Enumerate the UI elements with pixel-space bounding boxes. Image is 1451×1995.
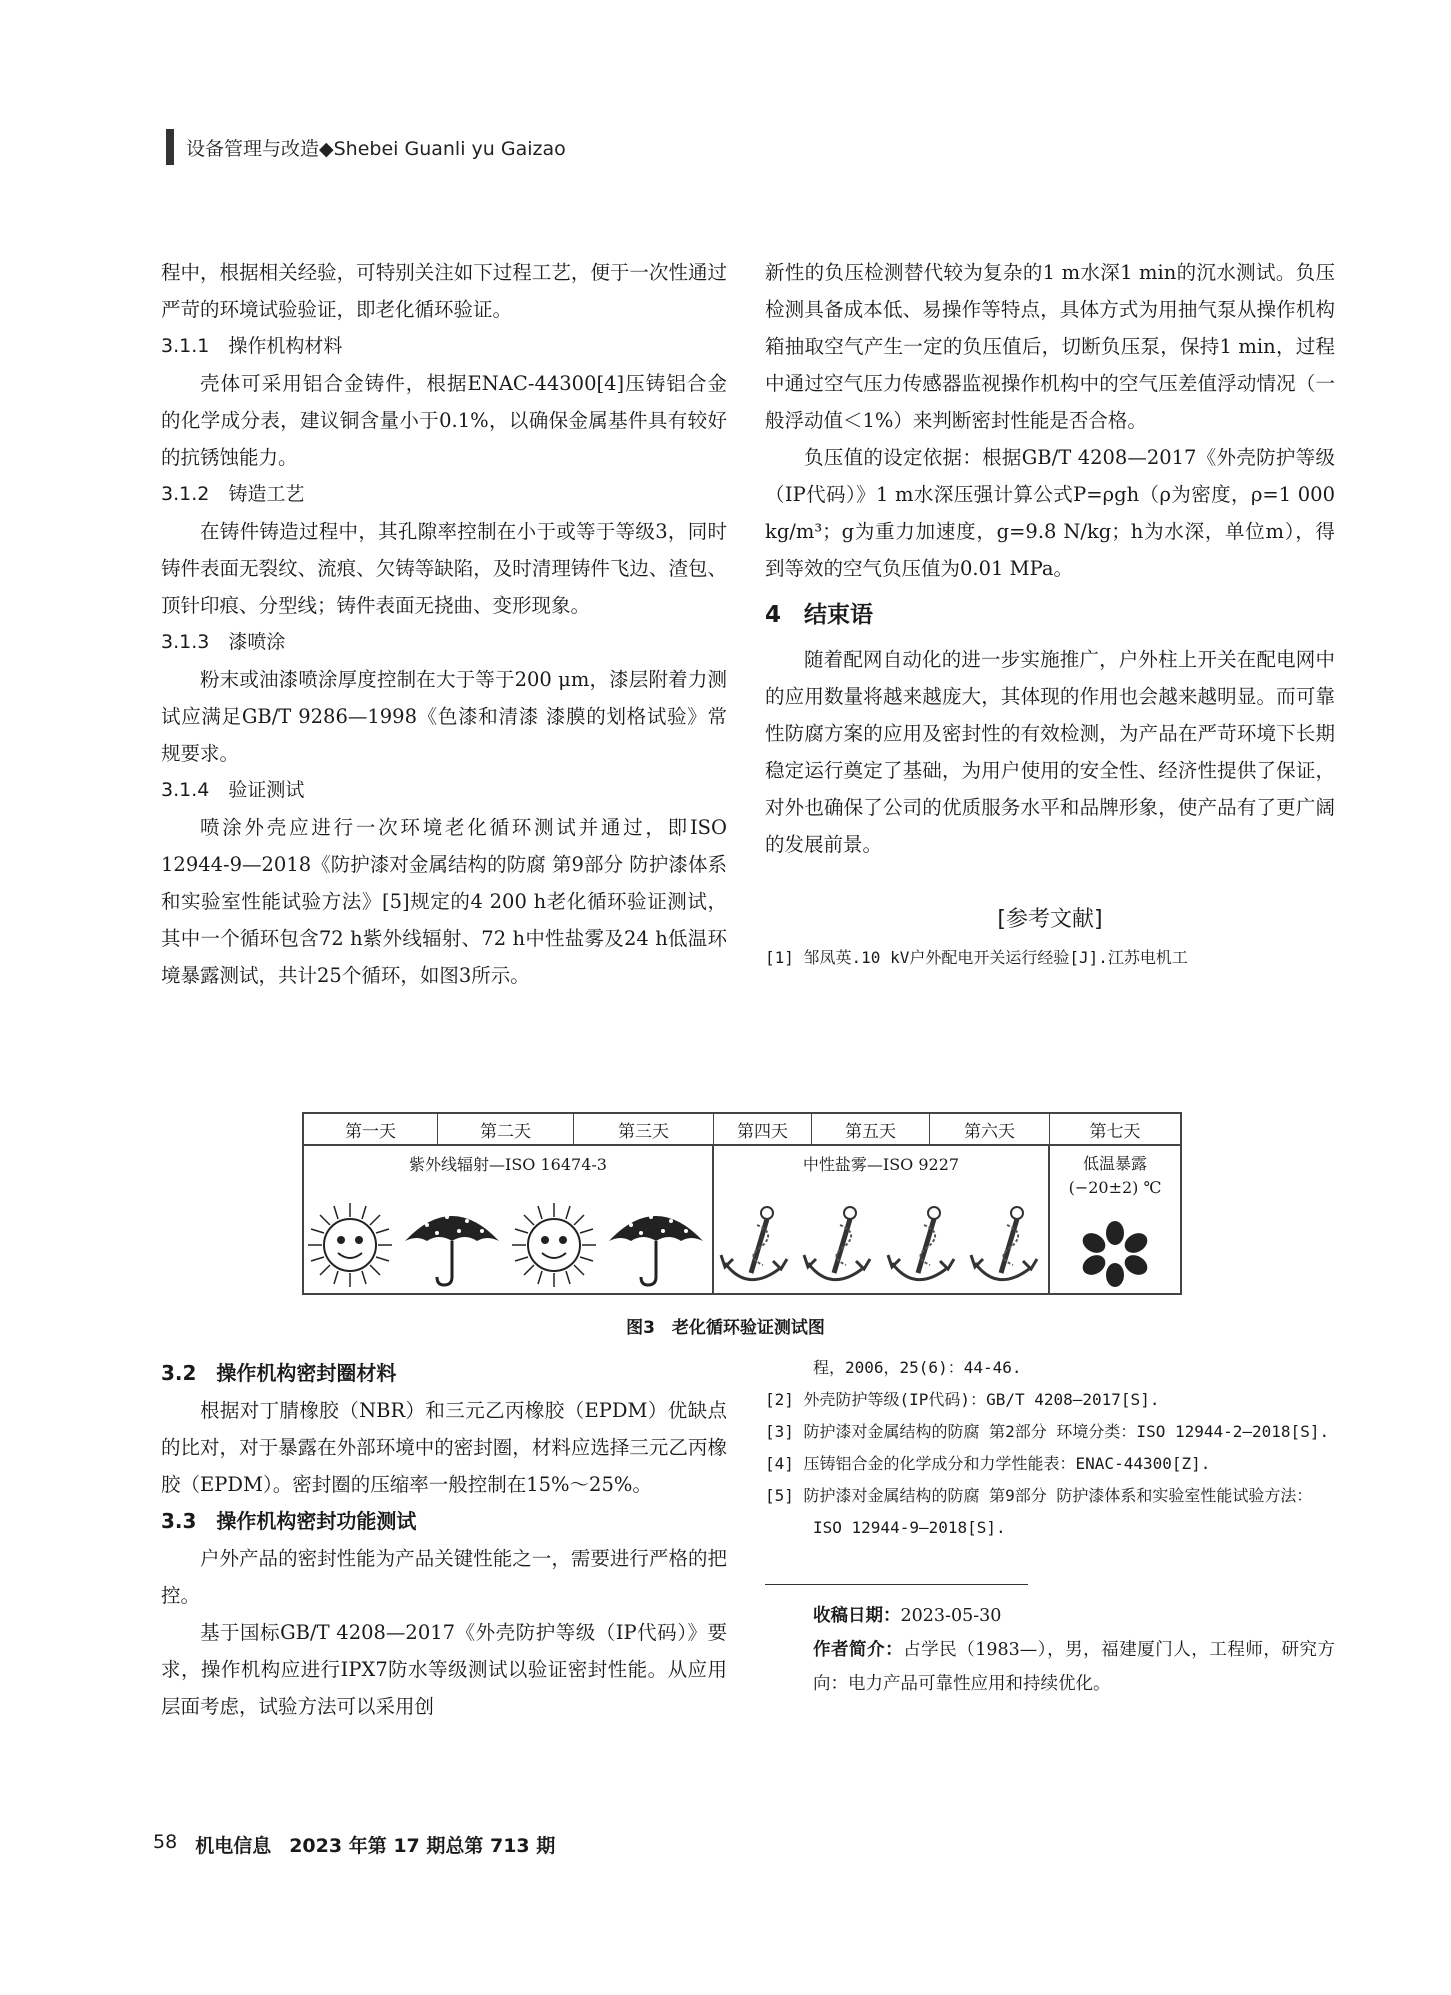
- segment-uv: [304, 1144, 714, 1293]
- right-column-bottom: [765, 1352, 1335, 1701]
- reference-item: [4] 压铸铝合金的化学成分和力学性能表：ENAC-44300[Z].: [765, 1454, 1211, 1473]
- page-number: 58: [153, 1831, 178, 1853]
- header-bar: [166, 129, 174, 165]
- left-column-bottom: [161, 1355, 727, 1725]
- sun-icon: [306, 1201, 394, 1289]
- journal-name: 机电信息: [195, 1835, 272, 1857]
- paragraph: 随着配网自动化的进一步实施推广，户外柱上开关在配电网中的应用数量将越来越庞大，其体现的作用也会越来越明显。而可靠性防腐方案的应用及密封性的有效检测，为产品在严苛环境下长期稳定运行奠定了基础，为用户使用的安全性、经济性提供了保证，对外也确保了公司的优质服务水平和品牌形象，使产品有了更广阔的发展前景。: [765, 648, 1335, 856]
- day-label: 第七天: [1089, 1121, 1141, 1142]
- right-column-top: [765, 254, 1335, 974]
- heading-3-2: 3.2 操作机构密封圈材料: [161, 1361, 397, 1385]
- footnote-divider: [765, 1584, 1028, 1585]
- header-section: 设备管理与改造◆Shebei Guanli yu Gaizao: [186, 137, 566, 160]
- paragraph: 户外产品的密封性能为产品关键性能之一，需要进行严格的把控。: [161, 1547, 727, 1607]
- anchor-icon: [884, 1203, 962, 1289]
- anchor-icon: [800, 1203, 878, 1289]
- figure-caption: 图3 老化循环验证测试图: [626, 1318, 825, 1338]
- paragraph: 负压值的设定依据：根据GB/T 4208—2017《外壳防护等级（IP代码）》1 m水深压强计算公式P=ρgh（ρ为密度，ρ=1 000 kg/m³；g为重力加速度，g=9.8 N/kg；h为水深，单位m），得到等效的空气负压值为0.01 MPa。: [765, 446, 1335, 580]
- heading-3-1-4: 3.1.4 验证测试: [161, 779, 305, 801]
- paragraph: 程中，根据相关经验，可特别关注如下过程工艺，便于一次性通过严苛的环境试验验证，即老化循环验证。: [161, 261, 727, 321]
- heading-3-1-3: 3.1.3 漆喷涂: [161, 631, 286, 653]
- reference-item: [3] 防护漆对金属结构的防腐 第2部分 环境分类：ISO 12944-2—2018[S].: [765, 1422, 1330, 1441]
- running-header: [166, 130, 566, 164]
- paragraph: 喷涂外壳应进行一次环境老化循环测试并通过，即ISO 12944-9—2018《防护漆对金属结构的防腐 第9部分 防护漆体系和实验室性能试验方法》[5]规定的4 200 h老化循环验证测试，其中一个循环包含72 h紫外线辐射、72 h中性盐雾及24 h低温环境暴露测试，共计25个循环，如图3所示。: [161, 816, 727, 987]
- author-bio: 作者简介：占学民（1983—），男，福建厦门人，工程师，研究方向：电力产品可靠性应用和持续优化。: [813, 1640, 1335, 1694]
- paragraph: 新性的负压检测替代较为复杂的1 m水深1 min的沉水测试。负压检测具备成本低、易操作等特点，具体方式为用抽气泵从操作机构箱抽取空气产生一定的负压值后，切断负压泵，保持1 min，过程中通过空气压力传感器监视操作机构中的空气压差值浮动情况（一般浮动值＜1%）来判断密封性能是否合格。: [765, 261, 1335, 432]
- segment-cold-temp: (−20±2) ℃: [1068, 1178, 1162, 1197]
- figure-day-row: [304, 1114, 1180, 1146]
- anchor-icon: [717, 1203, 795, 1289]
- reference-item: [2] 外壳防护等级(IP代码)：GB/T 4208—2017[S].: [765, 1390, 1160, 1409]
- day-label: 第二天: [438, 1114, 574, 1144]
- segment-cold: [1050, 1144, 1180, 1293]
- references-title: [参考文献]: [997, 907, 1103, 932]
- reference-item-continued: 程，2006，25(6)：44-46.: [813, 1358, 1022, 1377]
- segment-uv-label: 紫外线辐射—ISO 16474-3: [409, 1155, 607, 1174]
- umbrella-icon: [397, 1201, 507, 1289]
- paragraph: 在铸件铸造过程中，其孔隙率控制在小于或等于等级3，同时铸件表面无裂纹、流痕、欠铸等缺陷，及时清理铸件飞边、渣包、顶针印痕、分型线；铸件表面无挠曲、变形现象。: [161, 520, 727, 617]
- paragraph: 粉末或油漆喷涂厚度控制在大于等于200 μm，漆层附着力测试应满足GB/T 9286—1998《色漆和清漆 漆膜的划格试验》常规要求。: [161, 668, 727, 765]
- paragraph: 壳体可采用铝合金铸件，根据ENAC-44300[4]压铸铝合金的化学成分表，建议铜含量小于0.1%，以确保金属基件具有较好的抗锈蚀能力。: [161, 372, 727, 469]
- figure-body: [304, 1144, 1180, 1293]
- snowflake-icon: [1080, 1219, 1150, 1289]
- day-label: 第一天: [304, 1114, 438, 1144]
- paragraph: 基于国标GB/T 4208—2017《外壳防护等级（IP代码）》要求，操作机构应进行IPX7防水等级测试以验证密封性能。从应用层面考虑，试验方法可以采用创: [161, 1621, 727, 1718]
- day-label: 第三天: [574, 1114, 714, 1144]
- figure-aging-cycle: [302, 1112, 1182, 1295]
- left-column-top: [161, 254, 727, 994]
- heading-4: 4 结束语: [765, 602, 874, 628]
- reference-item: [5] 防护漆对金属结构的防腐 第9部分 防护漆体系和实验室性能试验方法：ISO 12944-9—2018[S].: [765, 1486, 1313, 1537]
- anchor-icon: [967, 1203, 1045, 1289]
- page-footer: [153, 1831, 555, 1858]
- segment-salt-spray: [714, 1144, 1050, 1293]
- day-label: 第六天: [930, 1114, 1050, 1144]
- issue-info: 2023 年第 17 期总第 713 期: [289, 1835, 556, 1857]
- reference-item: [1] 邹凤英.10 kV户外配电开关运行经验[J].江苏电机工: [765, 948, 1188, 967]
- day-label: 第五天: [812, 1114, 930, 1144]
- heading-3-1-1: 3.1.1 操作机构材料: [161, 335, 343, 357]
- segment-cold-label: 低温暴露: [1082, 1154, 1147, 1173]
- day-label: 第四天: [714, 1114, 812, 1144]
- umbrella-icon: [601, 1201, 711, 1289]
- sun-icon: [510, 1201, 598, 1289]
- heading-3-1-2: 3.1.2 铸造工艺: [161, 483, 305, 505]
- received-date: 收稿日期：2023-05-30: [813, 1606, 1002, 1626]
- heading-3-3: 3.3 操作机构密封功能测试: [161, 1509, 417, 1533]
- paragraph: 根据对丁腈橡胶（NBR）和三元乙丙橡胶（EPDM）优缺点的比对，对于暴露在外部环境中的密封圈，材料应选择三元乙丙橡胶（EPDM）。密封圈的压缩率一般控制在15%～25%。: [161, 1399, 727, 1496]
- segment-salt-label: 中性盐雾—ISO 9227: [802, 1155, 960, 1174]
